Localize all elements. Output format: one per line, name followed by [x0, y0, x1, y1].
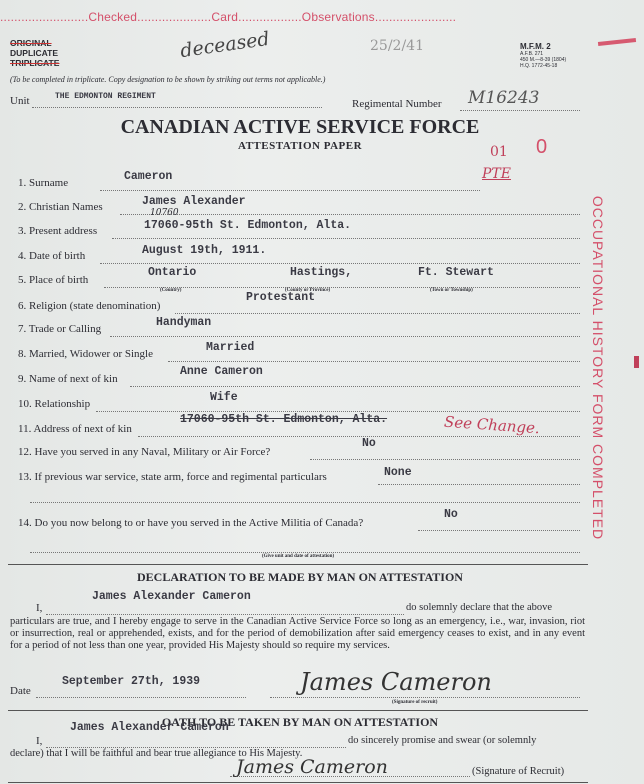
- field-value-war-service: None: [384, 466, 412, 479]
- oath-signature-caption: (Signature of Recruit): [472, 766, 565, 777]
- reg-number-label: Regimental Number: [352, 98, 442, 110]
- field-value-surname: Cameron: [124, 170, 173, 183]
- stamp-line: .........................Checked.....................Card..................Observations.......................: [0, 10, 457, 24]
- form-code-main: M.F.M. 2: [520, 42, 551, 51]
- copy-original: ORIGINAL: [10, 38, 52, 48]
- rank-note-2: PTE: [482, 166, 511, 182]
- field-label-relationship: 10. Relationship: [18, 398, 91, 410]
- field-value-previous-service: No: [362, 437, 376, 450]
- see-change-note: See Change.: [443, 412, 541, 438]
- stamp-checked: Checked: [88, 10, 138, 24]
- rank-note-1: 01: [490, 144, 508, 160]
- circle-mark: 0: [536, 136, 548, 158]
- field-label-next-of-kin: 9. Name of next of kin: [18, 373, 118, 385]
- oath-signature: James Cameron: [236, 756, 388, 778]
- unit-label: Unit: [10, 95, 30, 107]
- stamp-observations: Observations: [301, 10, 375, 24]
- field-label-surname: 1. Surname: [18, 177, 69, 189]
- field-label-religion: 6. Religion (state denomination): [18, 300, 161, 312]
- field-value-next-of-kin-address: 17060-95th St. Edmonton, Alta.: [180, 413, 388, 426]
- form-subtitle: ATTESTATION PAPER: [237, 140, 363, 152]
- field-label-present-address: 3. Present address: [18, 225, 98, 237]
- form-title: CANADIAN ACTIVE SERVICE FORCE: [120, 116, 480, 138]
- field-value-present-address: 17060-95th St. Edmonton, Alta.: [144, 219, 352, 232]
- field-value-date-of-birth: August 19th, 1911.: [142, 244, 267, 257]
- stamp-card: Card: [211, 10, 239, 24]
- sub-town: (Town or Township): [430, 288, 473, 293]
- declaration-i: I,: [36, 602, 43, 614]
- handwritten-date: 25/2/41: [370, 38, 424, 54]
- handwritten-deceased: deceased: [178, 27, 271, 63]
- form-code-line: H.Q. 1772-45-18: [520, 63, 558, 69]
- declaration-line-end: do solemnly declare that the above: [406, 602, 553, 613]
- field-label-place-of-birth: 5. Place of birth: [18, 274, 89, 286]
- oath-title: OATH TO BE TAKEN BY MAN ON ATTESTATION: [161, 715, 439, 729]
- copy-triplicate: TRIPLICATE: [10, 58, 60, 68]
- field-value-county: Hastings,: [290, 266, 353, 279]
- form-code: [520, 42, 566, 69]
- red-mark: [598, 38, 636, 46]
- unit-value: THE EDMONTON REGIMENT: [55, 92, 156, 101]
- field-value-marital-status: Married: [206, 341, 255, 354]
- signature-caption: (Signature of recruit): [392, 700, 438, 705]
- oath-line-end: do sincerely promise and swear (or solemnly: [348, 735, 537, 746]
- declaration-name: James Alexander Cameron: [92, 590, 251, 603]
- form-code-line: 450 M.—8-39 (1804): [520, 57, 567, 63]
- field-value-trade: Handyman: [156, 316, 212, 329]
- field-value-relationship: Wife: [210, 391, 238, 404]
- address-correction: 10760: [150, 208, 179, 218]
- field-label-christian-names: 2. Christian Names: [18, 201, 103, 213]
- field-label-marital-status: 8. Married, Widower or Single: [18, 348, 153, 360]
- instruction: (To be completed in triplicate. Copy designation to be shown by striking out terms not applicable.): [10, 75, 326, 84]
- copy-duplicate: DUPLICATE: [10, 48, 59, 58]
- field-value-next-of-kin: Anne Cameron: [180, 365, 263, 378]
- field-value-religion: Protestant: [246, 291, 316, 304]
- red-tick: [634, 356, 639, 368]
- sub-county: (County or Province): [285, 288, 331, 293]
- form-code-line: A.F.B. 271: [520, 51, 544, 57]
- field-label-next-of-kin-address: 11. Address of next of kin: [18, 423, 132, 435]
- copy-designation: [10, 38, 59, 68]
- militia-sub-caption: (Give unit and date of attestation): [262, 554, 335, 559]
- reg-number-value: M16243: [468, 88, 540, 108]
- field-value-active-militia: No: [444, 508, 458, 521]
- field-value-country: Ontario: [148, 266, 197, 279]
- oath-i: I,: [36, 735, 43, 747]
- declaration-title: DECLARATION TO BE MADE BY MAN ON ATTESTATION: [137, 570, 463, 584]
- field-label-trade: 7. Trade or Calling: [18, 323, 102, 335]
- field-label-date-of-birth: 4. Date of birth: [18, 250, 86, 262]
- field-value-christian-names: James Alexander: [142, 195, 246, 208]
- date-value: September 27th, 1939: [62, 675, 201, 688]
- declaration-signature: James Cameron: [300, 668, 492, 696]
- field-label-active-militia: 14. Do you now belong to or have you served in the Active Militia of Canada?: [18, 517, 364, 529]
- oath-body: declare) that I will be faithful and bear true allegiance to His Majesty.: [10, 748, 303, 759]
- declaration-body: particulars are true, and I hereby engage to serve in the Canadian Active Service Force so long as an emergency, i.e., war, invasion, riot or insurrection, real or apprehended, exists, and for the period of demobilization after said emergency ceases to exist, and in any event for a period of not less than one year, provided His Majesty should so require my services.: [10, 616, 585, 651]
- sub-country: (Country): [160, 288, 182, 293]
- field-label-previous-service: 12. Have you served in any Naval, Military or Air Force?: [18, 446, 271, 458]
- field-value-town: Ft. Stewart: [418, 266, 494, 279]
- occupational-history-stamp: OCCUPATIONAL HISTORY FORM COMPLETED: [590, 195, 606, 541]
- field-label-war-service: 13. If previous war service, state arm, force and regimental particulars: [18, 471, 327, 483]
- date-label: Date: [10, 685, 31, 697]
- oath-name: James Alexander Cameron: [70, 721, 229, 734]
